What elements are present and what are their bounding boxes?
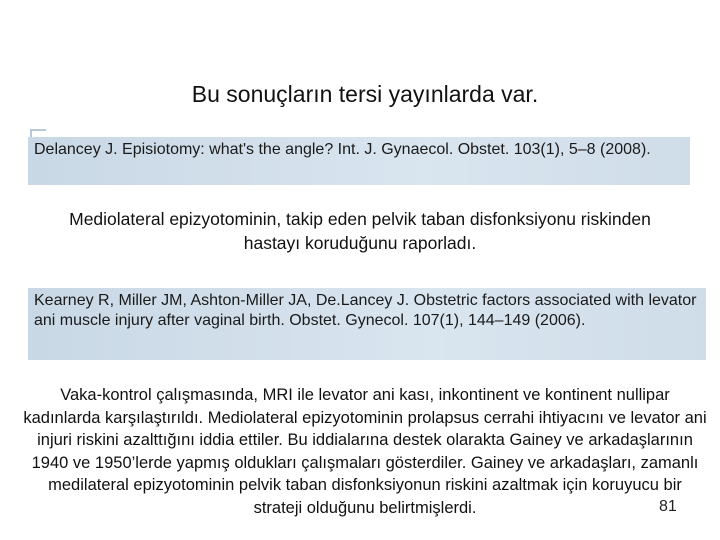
slide-title: Bu sonuçların tersi yayınlarda var. bbox=[191, 81, 539, 107]
reference-box-2 bbox=[28, 288, 706, 360]
finding-text-2: Vaka-kontrol çalışmasında, MRI ile levator ani kası, inkontinent ve kontinent nullipar kadınlarda karşılaştırıldı. Mediolateral epizyotominin prolapsus cerrahi ihtiyacını ve levator ani injuri riskini azalttığını iddia ettiler. Bu iddialarına destek olarakta Gainey ve arkadaşlarının 1940 ve 1950’lerde yapmış oldukları çalışmaları gösterdiler. Gainey ve arkadaşları, zamanlı medilateral epizyotominin pelvik taban disfonksiyonun riskini azaltmak için koruyucu bir strateji olduğunu belirtmişlerdi. bbox=[23, 386, 707, 517]
box-corner-marker bbox=[30, 129, 46, 137]
reference-text-2: Kearney R, Miller JM, Ashton-Miller JA, De.Lancey J. Obstetric factors associated with levator ani muscle injury after vaginal birth. Obstet. Gynecol. 107(1), 144–149 (2006). bbox=[34, 292, 697, 329]
finding-text-1: Mediolateral epizyotominin, takip eden pelvik taban disfonksiyonu riskinden hastayı koruduğunu raporladı. bbox=[69, 209, 651, 253]
page-number: 81 bbox=[659, 498, 677, 515]
reference-box-1 bbox=[28, 137, 690, 185]
reference-text-1: Delancey J. Episiotomy: what's the angle? Int. J. Gynaecol. Obstet. 103(1), 5–8 (2008). bbox=[34, 141, 651, 158]
